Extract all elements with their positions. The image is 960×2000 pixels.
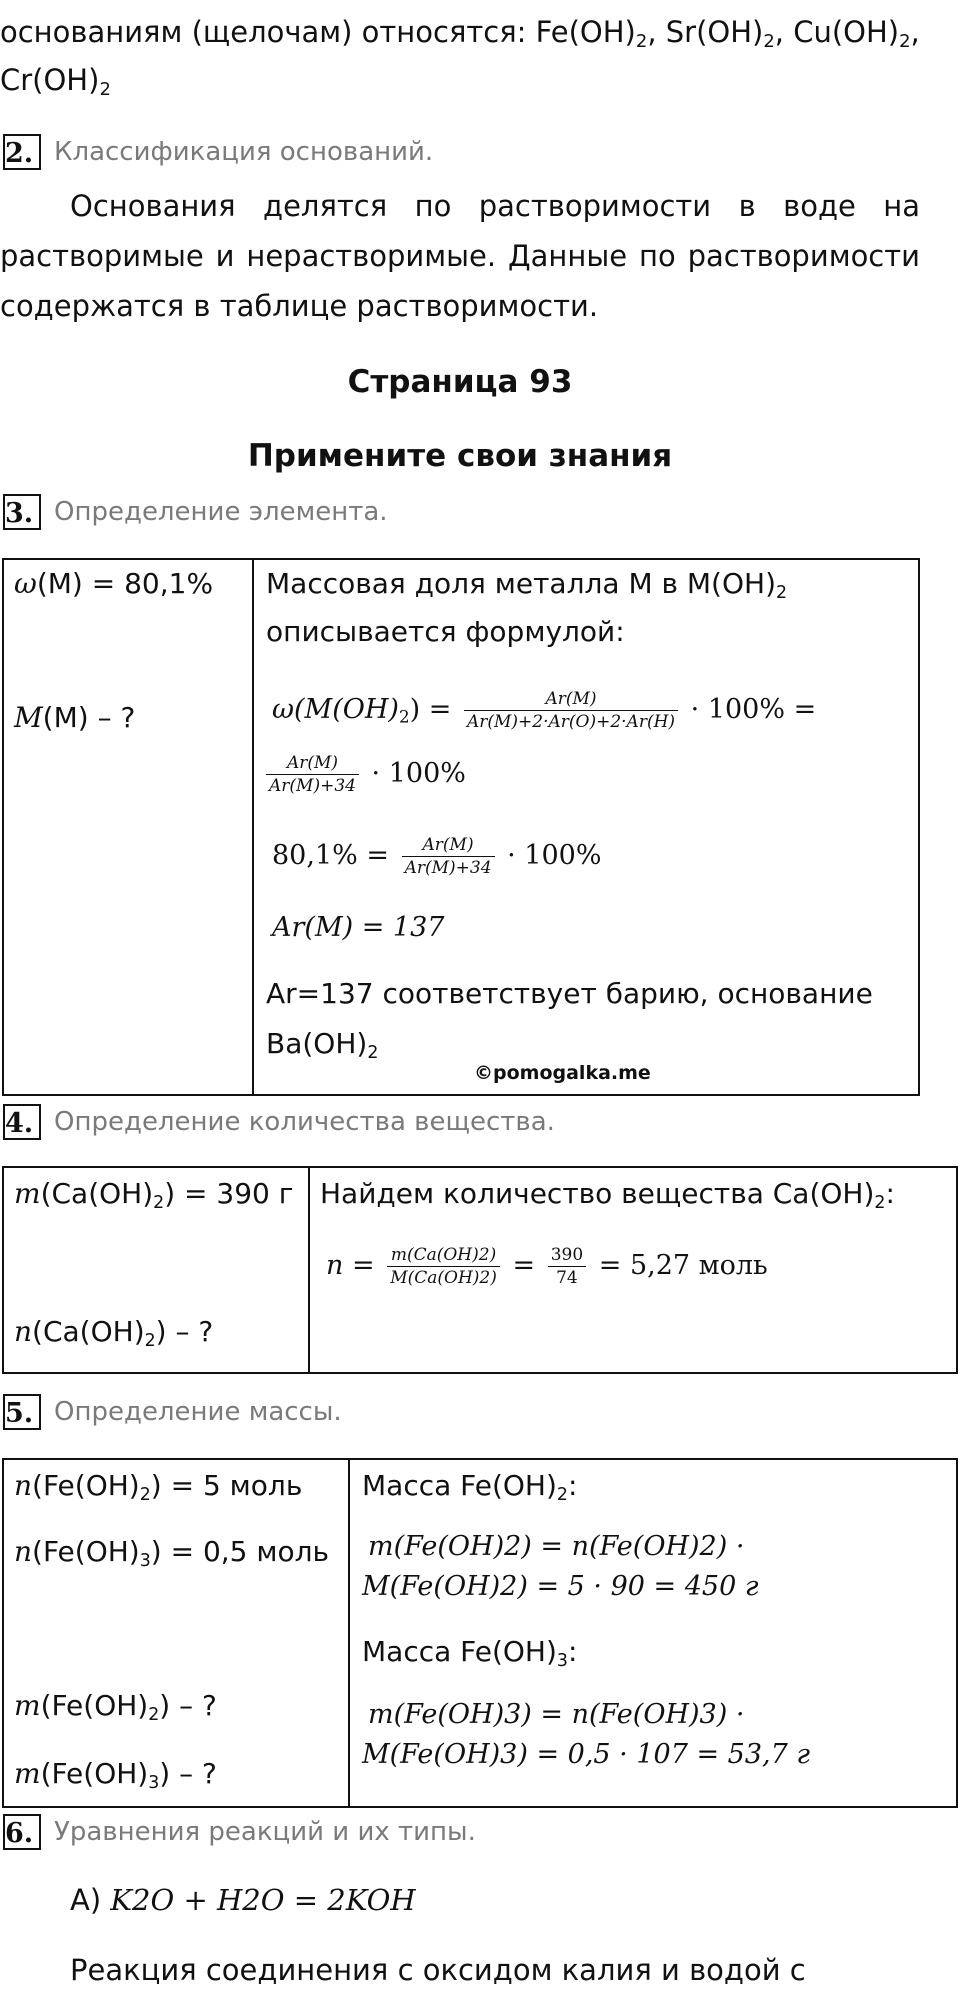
- q3-formula-1: $\omega(M(OH)_2)$ = $\frac{Ar(M)}{Ar(M)+2\cdot Ar(O)+2\cdot Ar(H)}$ · 100% =: [272, 689, 817, 732]
- q4-given-find: $n(Ca(OH)_2)$ – ?: [14, 1315, 214, 1351]
- q2-paragraph-line-2: растворимые и нерастворимые. Данные по растворимости: [0, 239, 920, 273]
- question-label-6: Уравнения реакций и их типы.: [54, 1817, 476, 1847]
- q3-given-mass-fraction: ω(M) = 80,1%: [14, 567, 214, 600]
- intro-line-2: $Cr(OH)_2$: [0, 63, 111, 101]
- page-heading: Страница 93: [347, 364, 573, 400]
- q6-equation: А) K2O + H2O = 2KOH: [70, 1883, 416, 1917]
- q4-formula: n = $\frac{m(Ca(OH)2)}{M(Ca(OH)2)}$ = $\frac{390}{74}$ = 5,27 моль: [326, 1245, 768, 1288]
- question-label-2: Классификация оснований.: [54, 137, 434, 167]
- q5-mass-2-formula-2: M(Fe(OH)3) = 0,5 · 107 = 53,7 г: [362, 1739, 811, 1770]
- q2-paragraph-line-1: Основания делятся по растворимости в воде на: [70, 189, 920, 223]
- question-number-6: 6.: [3, 1814, 41, 1850]
- q3-solution-text-2: описывается формулой:: [266, 615, 625, 648]
- question-number-2: 2.: [3, 134, 41, 170]
- question-label-3: Определение элемента.: [54, 497, 388, 527]
- q5-mass-1-title: Масса $Fe(OH)_2$:: [362, 1469, 578, 1505]
- q3-solution-text-1: Массовая доля металла M в $M(OH)_2$: [266, 567, 788, 603]
- question-label-5: Определение массы.: [54, 1397, 342, 1427]
- q5-given-2: $n(Fe(OH)_3) = 0,5$ моль: [14, 1535, 330, 1571]
- q6-text-1: Реакция соединения с оксидом калия и водой с: [70, 1953, 806, 1987]
- question-label-4: Определение количества вещества.: [54, 1107, 555, 1137]
- q5-find-2: $m(Fe(OH)_3)$ – ?: [14, 1757, 217, 1793]
- q3-table: [2, 558, 920, 1096]
- section-heading: Примените свои знания: [247, 438, 673, 474]
- q4-table: [2, 1166, 958, 1374]
- q4-solution-text: Найдем количество вещества $Ca(OH)_2$:: [320, 1177, 895, 1213]
- q3-given-find: M(M) – ?: [14, 701, 136, 734]
- intro-line-1: основаниям (щелочам) относятся: $Fe(OH)_2$, $Sr(OH)_2$, $Cu(OH)_2$,: [0, 15, 920, 53]
- q5-mass-2-formula-1: m(Fe(OH)3) = n(Fe(OH)3) ·: [368, 1699, 745, 1730]
- question-number-3: 3.: [3, 494, 41, 530]
- q5-mass-2-title: Масса $Fe(OH)_3$:: [362, 1635, 578, 1671]
- q5-table: [2, 1458, 958, 1808]
- q2-paragraph-line-3: содержатся в таблице растворимости.: [0, 289, 599, 323]
- q5-mass-1-formula-1: m(Fe(OH)2) = n(Fe(OH)2) ·: [368, 1531, 745, 1562]
- question-number-5: 5.: [3, 1394, 41, 1430]
- q3-conclusion-2: $Ba(OH)_2$: [266, 1027, 379, 1063]
- q5-find-1: $m(Fe(OH)_2)$ – ?: [14, 1689, 217, 1725]
- question-number-4: 4.: [3, 1104, 41, 1140]
- q4-given-mass: $m(Ca(OH)_2) = 390$ г: [14, 1177, 294, 1213]
- q3-formula-1-fraction: $\frac{Ar(M)}{Ar(M)+2\cdot Ar(O)+2\cdot Ar(H)}$: [464, 688, 678, 733]
- watermark: ©pomogalka.me: [474, 1062, 651, 1084]
- q3-formula-3: Ar(M) = 137: [272, 912, 445, 943]
- q3-formula-2: 80,1% = $\frac{Ar(M)}{Ar(M)+34}$ · 100%: [272, 835, 602, 878]
- q3-formula-1b: $\frac{Ar(M)}{Ar(M)+34}$ · 100%: [262, 742, 466, 806]
- q3-conclusion-1: Ar=137 соответствует барию, основание: [266, 977, 873, 1010]
- q5-given-1: $n(Fe(OH)_2) = 5$ моль: [14, 1469, 303, 1505]
- q5-mass-1-formula-2: M(Fe(OH)2) = 5 · 90 = 450 г: [362, 1571, 759, 1602]
